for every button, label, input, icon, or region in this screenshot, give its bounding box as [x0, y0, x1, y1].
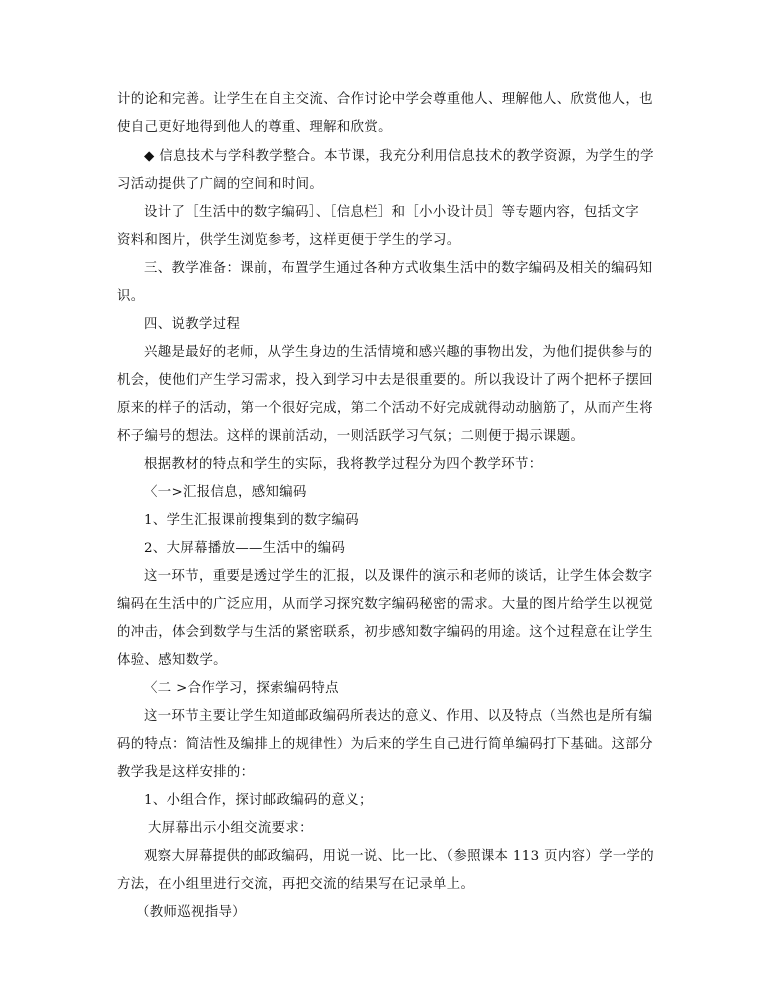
- text-line: 这一环节主要让学生知道邮政编码所表达的意义、作用、以及特点（当然也是所有编: [144, 709, 653, 724]
- text-line: 〈二 >合作学习，探索编码特点: [144, 681, 339, 696]
- text-line: 教学我是这样安排的：: [117, 765, 255, 780]
- text-line: 使自己更好地得到他人的尊重、理解和欣赏。: [117, 120, 392, 135]
- text-line: 〈一>汇报信息，感知编码: [144, 485, 307, 500]
- text-line: 编码在生活中的广泛应用，从而学习探究数字编码秘密的需求。大量的图片给学生以视觉: [117, 597, 653, 612]
- text-line: （教师巡视指导）: [136, 905, 246, 920]
- text-line: 计的论和完善。让学生在自主交流、合作讨论中学会尊重他人、理解他人、欣赏他人，也: [117, 92, 653, 107]
- text-line: 原来的样子的活动，第一个很好完成，第二个活动不好完成就得动动脑筋了，从而产生将: [117, 401, 653, 416]
- text-line: 这一环节，重要是透过学生的汇报，以及课件的演示和老师的谈话，让学生体会数字: [144, 569, 653, 584]
- text-line: 三、教学准备：课前，布置学生通过各种方式收集生活中的数字编码及相关的编码知: [144, 261, 653, 276]
- text-line: 2、大屏幕播放——生活中的编码: [144, 541, 346, 556]
- text-line: 观察大屏幕提供的邮政编码，用说一说、比一比、（参照课本 113 页内容）学一学的: [144, 849, 655, 864]
- text-line: 的冲击，体会到数学与生活的紧密联系，初步感知数字编码的用途。这个过程意在让学生: [117, 625, 653, 640]
- text-line: 习活动提供了广阔的空间和时间。: [117, 177, 324, 192]
- text-line: 方法，在小组里进行交流，再把交流的结果写在记录单上。: [117, 877, 475, 892]
- text-line: 识。: [117, 289, 145, 304]
- text-line: 四、说教学过程: [144, 317, 241, 332]
- text-line: 1、小组合作，探讨邮政编码的意义；: [144, 793, 373, 808]
- text-line: 资料和图片，供学生浏览参考，这样更便于学生的学习。: [117, 233, 461, 248]
- text-line: 1、学生汇报课前搜集到的数字编码: [144, 513, 359, 528]
- text-line: 设计了［生活中的数字编码］、［信息栏］和［小小设计员］等专题内容，包括文字: [144, 205, 639, 220]
- text-line: 根据教材的特点和学生的实际，我将教学过程分为四个教学环节：: [144, 457, 543, 472]
- text-line: 兴趣是最好的老师，从学生身边的生活情境和感兴趣的事物出发，为他们提供参与的: [144, 345, 653, 360]
- text-line: 码的特点：简洁性及编排上的规律性）为后来的学生自己进行简单编码打下基础。这部分: [117, 737, 653, 752]
- text-line: ◆ 信息技术与学科教学整合。本节课，我充分利用信息技术的教学资源，为学生的学: [144, 149, 654, 164]
- text-line: 体验、感知数学。: [117, 653, 227, 668]
- text-line: 杯子编号的想法。这样的课前活动，一则活跃学习气氛；二则便于揭示课题。: [117, 429, 585, 444]
- text-line: 大屏幕出示小组交流要求：: [148, 821, 313, 836]
- text-line: 机会，使他们产生学习需求，投入到学习中去是很重要的。所以我设计了两个把杯子摆回: [117, 373, 653, 388]
